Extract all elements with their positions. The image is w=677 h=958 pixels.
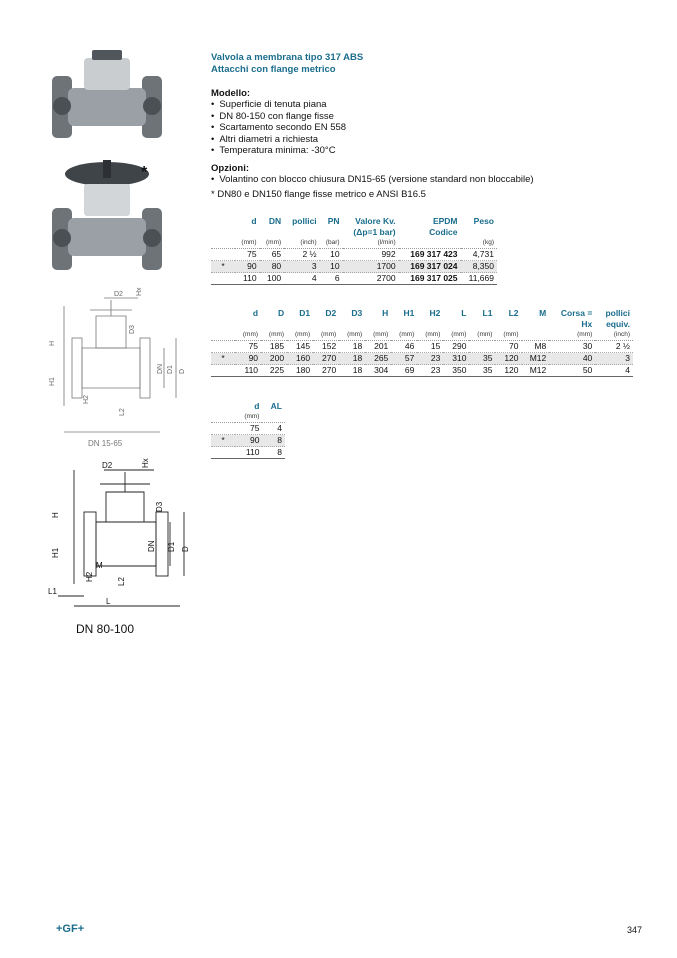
dim-l2-b: L2: [117, 577, 126, 586]
col-epdm: EPDM: [432, 216, 458, 226]
dim-hx-b: Hx: [141, 458, 150, 468]
dim-d1-b: D1: [167, 541, 176, 552]
product-heading: [211, 52, 363, 76]
table-row: 75 65 2 ½ 10 992 169 317 423 4,731: [211, 249, 497, 261]
list-item: • Temperatura minima: -30°C: [211, 145, 346, 157]
col-pn: PN: [327, 216, 340, 226]
dim-d: D: [179, 368, 186, 374]
options-label: Opzioni:: [211, 163, 249, 174]
caption-dn80-100: DN 80-100: [76, 622, 135, 636]
col-d: d: [251, 216, 257, 226]
table-codes: d DN pollici PN Valore Kv. EPDM Peso (Δp=1 bar) Codice (mm) (mm) (inch) (bar) (l/min) (kg) 75 65 2 ½ 10 992 169 317 423 4,731 * 90 80 3 10 1700 169 317 024 8,350 110 100 4 6 2700 169 317 025 11,669: [211, 216, 497, 285]
list-item: • Altri diametri a richiesta: [211, 134, 346, 146]
table-row: * 90 200 160 270 18 265 57 23 310 35 120 M12 40 3: [211, 353, 633, 365]
col-inch: pollici: [292, 216, 317, 226]
drawing-dn80-100: [44, 456, 194, 638]
col-dn: DN: [268, 216, 282, 226]
table-row: 110 100 4 6 2700 169 317 025 11,669: [211, 273, 497, 285]
drawing-dn15-65: [44, 286, 194, 452]
heading-line2: Attacchi con flange metrico: [211, 64, 336, 75]
dim-l-b: L: [106, 597, 111, 606]
dim-d1: D1: [167, 365, 174, 374]
table-row: * 90 80 3 10 1700 169 317 024 8,350: [211, 261, 497, 273]
list-item: • DN 80-150 con flange fisse: [211, 111, 346, 123]
options-list: [211, 174, 534, 186]
dim-l1-b: L1: [48, 587, 57, 596]
table-row: * 90 8: [211, 435, 285, 447]
options-note: * DN80 e DN150 flange fisse metrico e ANSI B16.5: [211, 188, 426, 200]
dim-h1-b: H1: [51, 547, 60, 558]
dim-dn-b: DN: [147, 540, 156, 552]
dim-dn: DN: [157, 363, 164, 374]
valve-photo-bottom: [48, 160, 166, 272]
dim-m-b: M: [96, 561, 103, 570]
options-section: [211, 163, 534, 200]
table-row: 110 8: [211, 447, 285, 459]
dim-h1: H1: [49, 377, 56, 386]
list-item: • Scartamento secondo EN 558: [211, 122, 346, 134]
caption-dn15-65: DN 15-65: [88, 439, 123, 448]
col-kg: Peso: [473, 216, 494, 226]
col-kv: Valore Kv.: [355, 216, 396, 226]
dim-h2-b: H2: [85, 571, 94, 582]
table-dimensions: d D D1 D2 D3 H H1 H2 L L1 L2 M Corsa = pollici Hx equiv. (mm) (mm) (mm) (mm) (mm) (mm) (mm) (mm) (mm) (mm) (mm) (mm) (inch) 75 185 145 152 18 201 46 15 290 70 M8 30 2 ½ * 90 200 160 270 18 265 57 23 310 35 120 M12 40 3 110 225 180 270 18 304 69 23 350 35 120 M12 50 4: [211, 308, 633, 377]
gf-logo: +GF+: [56, 923, 85, 935]
dim-h2: H2: [83, 395, 90, 404]
table-row: 75 185 145 152 18 201 46 15 290 70 M8 30 2 ½: [211, 341, 633, 353]
list-item: • Volantino con blocco chiusura DN15-65 (versione standard non bloccabile): [211, 174, 534, 186]
dim-d-b: D: [181, 546, 190, 552]
col-kv-sub: (Δp=1 bar): [353, 227, 396, 237]
list-item: • Superficie di tenuta piana: [211, 99, 346, 111]
model-label: Modello:: [211, 88, 251, 99]
dim-h: H: [49, 340, 56, 346]
table-row: 110 225 180 270 18 304 69 23 350 35 120 M12 50 4: [211, 365, 633, 377]
model-list: [211, 99, 346, 157]
valve-photo-top: [48, 48, 166, 138]
col-epdm-sub: Codice: [429, 227, 458, 237]
dim-d3-b: D3: [155, 501, 164, 512]
table-al: d AL (mm) 75 4 * 90 8 110 8: [211, 401, 285, 459]
heading-line1: Valvola a membrana tipo 317 ABS: [211, 52, 364, 63]
dim-d2: D2: [114, 291, 123, 298]
model-section: [211, 88, 346, 157]
dim-h-b: H: [51, 512, 60, 518]
asterisk-mark: *: [141, 164, 148, 181]
dim-d2-b: D2: [102, 461, 113, 470]
dim-l2: L2: [119, 408, 126, 416]
page-number: 347: [627, 925, 643, 935]
dim-hx: Hx: [136, 287, 143, 296]
table-row: 75 4: [211, 423, 285, 435]
dim-d3: D3: [129, 325, 136, 334]
